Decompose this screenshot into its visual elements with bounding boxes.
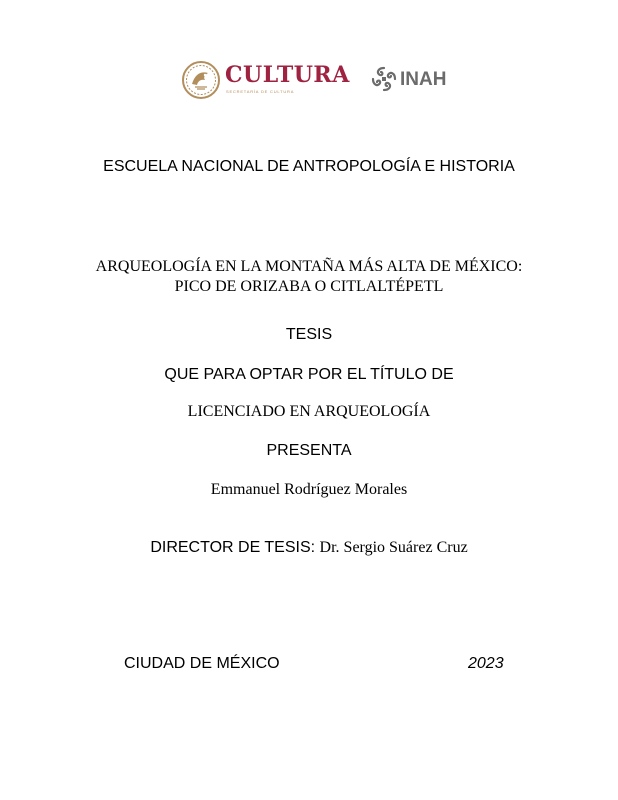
year: 2023 [468,655,504,672]
cultura-logo [181,60,350,100]
director-label: DIRECTOR DE TESIS: [150,539,316,556]
director-name: Dr. Sergio Suárez Cruz [319,539,468,556]
thesis-director [0,539,618,557]
cultura-subtitle: SECRETARÍA DE CULTURA [226,89,295,94]
logo-bar [0,56,618,104]
city: CIUDAD DE MÉXICO [124,655,280,672]
thesis-title [0,257,618,297]
inah-glyph-icon [370,65,398,93]
author-name: Emmanuel Rodríguez Morales [210,481,408,498]
degree-name: LICENCIADO EN ARQUEOLOGÍA [187,403,431,420]
thesis-title-line-2: PICO DE ORIZABA O CITLALTÉPETL [174,278,444,295]
degree-purpose: QUE PARA OPTAR POR EL TÍTULO DE [164,366,454,383]
presents-label: PRESENTA [266,442,352,459]
document-type: TESIS [285,326,333,343]
inah-logo [370,65,455,93]
inah-wordmark: INAH [400,69,447,90]
institution-name: ESCUELA NACIONAL DE ANTROPOLOGÍA E HISTORIA [103,158,515,175]
mexican-eagle-seal-icon [181,60,221,100]
cultura-wordmark: CULTURA [225,62,350,88]
thesis-title-line-1: ARQUEOLOGÍA EN LA MONTAÑA MÁS ALTA DE MÉXICO: [95,258,523,275]
